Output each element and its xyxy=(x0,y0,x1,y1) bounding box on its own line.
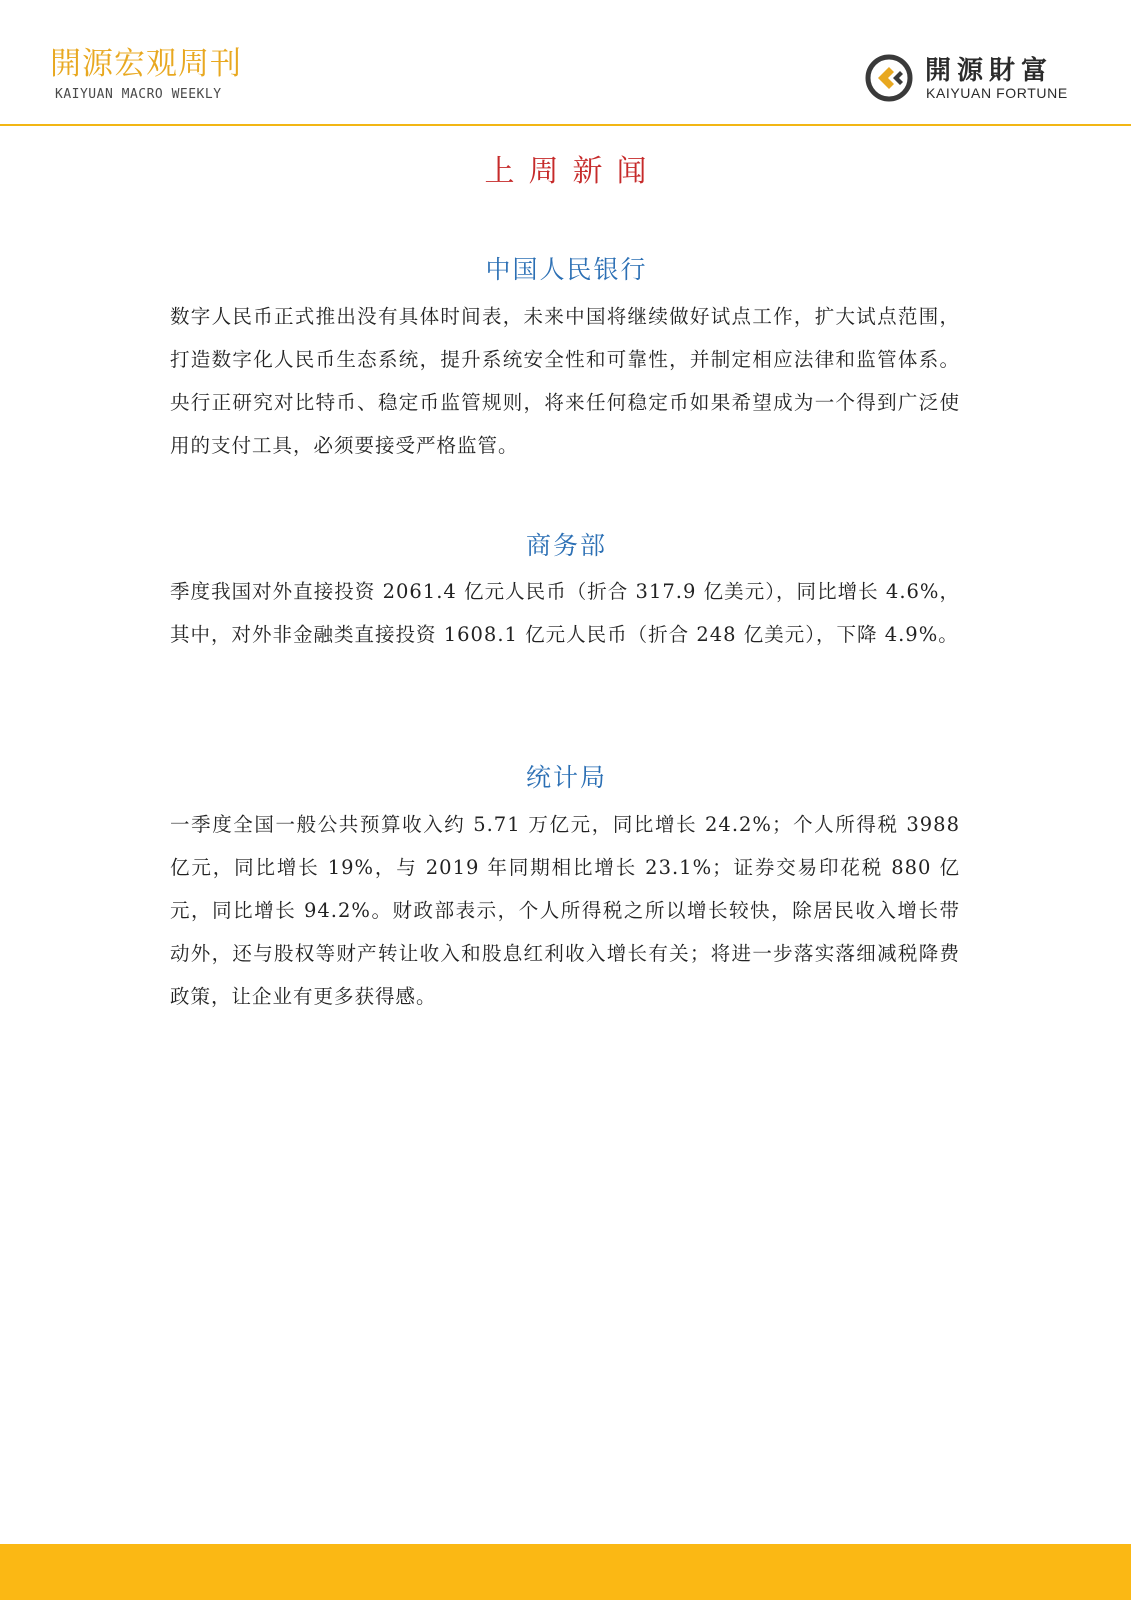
kaiyuan-logo-icon xyxy=(865,54,913,102)
header-divider xyxy=(0,124,1131,126)
section-heading-pboc: 中国人民银行 xyxy=(485,255,648,284)
section-body-nbs: 一季度全国一般公共预算收入约 5.71 万亿元，同比增长 24.2%；个人所得税 3988 亿元，同比增长 19%，与 2019 年同期相比增长 23.1%；证券交易印花税 880 亿元，同比增长 94.2%。财政部表示，个人所得税之所以增长较快，除居民收入增长带动外，还与股权等财产转让收入和股息红利收入增长有关；将进一步落实落细减税降费政策，让企业有更多获得感。 xyxy=(170,813,960,1008)
company-logo xyxy=(865,50,1085,106)
brand-title: 開源宏观周刊 xyxy=(50,46,242,82)
footer-bar xyxy=(0,1544,1131,1600)
page-title: 上周新闻 xyxy=(484,154,661,189)
section-body-mofcom: 季度我国对外直接投资 2061.4 亿元人民币（折合 317.9 亿美元），同比增长 4.6%，其中，对外非金融类直接投资 1608.1 亿元人民币（折合 248 亿美元），下降 4.9%。 xyxy=(170,580,960,646)
section-body-pboc: 数字人民币正式推出没有具体时间表，未来中国将继续做好试点工作，扩大试点范围，打造数字化人民币生态系统，提升系统安全性和可靠性，并制定相应法律和监管体系。央行正研究对比特币、稳定币监管规则，将来任何稳定币如果希望成为一个得到广泛使用的支付工具，必须要接受严格监管。 xyxy=(170,305,960,457)
section-heading-mofcom: 商务部 xyxy=(525,531,607,560)
section-heading-nbs: 统计局 xyxy=(525,763,607,792)
page-header xyxy=(0,0,1131,126)
brand-subtitle: KAIYUAN MACRO WEEKLY xyxy=(55,87,222,102)
logo-english-name: KAIYUAN FORTUNE xyxy=(926,85,1068,101)
logo-chinese-name: 開源財富 xyxy=(925,56,1054,86)
